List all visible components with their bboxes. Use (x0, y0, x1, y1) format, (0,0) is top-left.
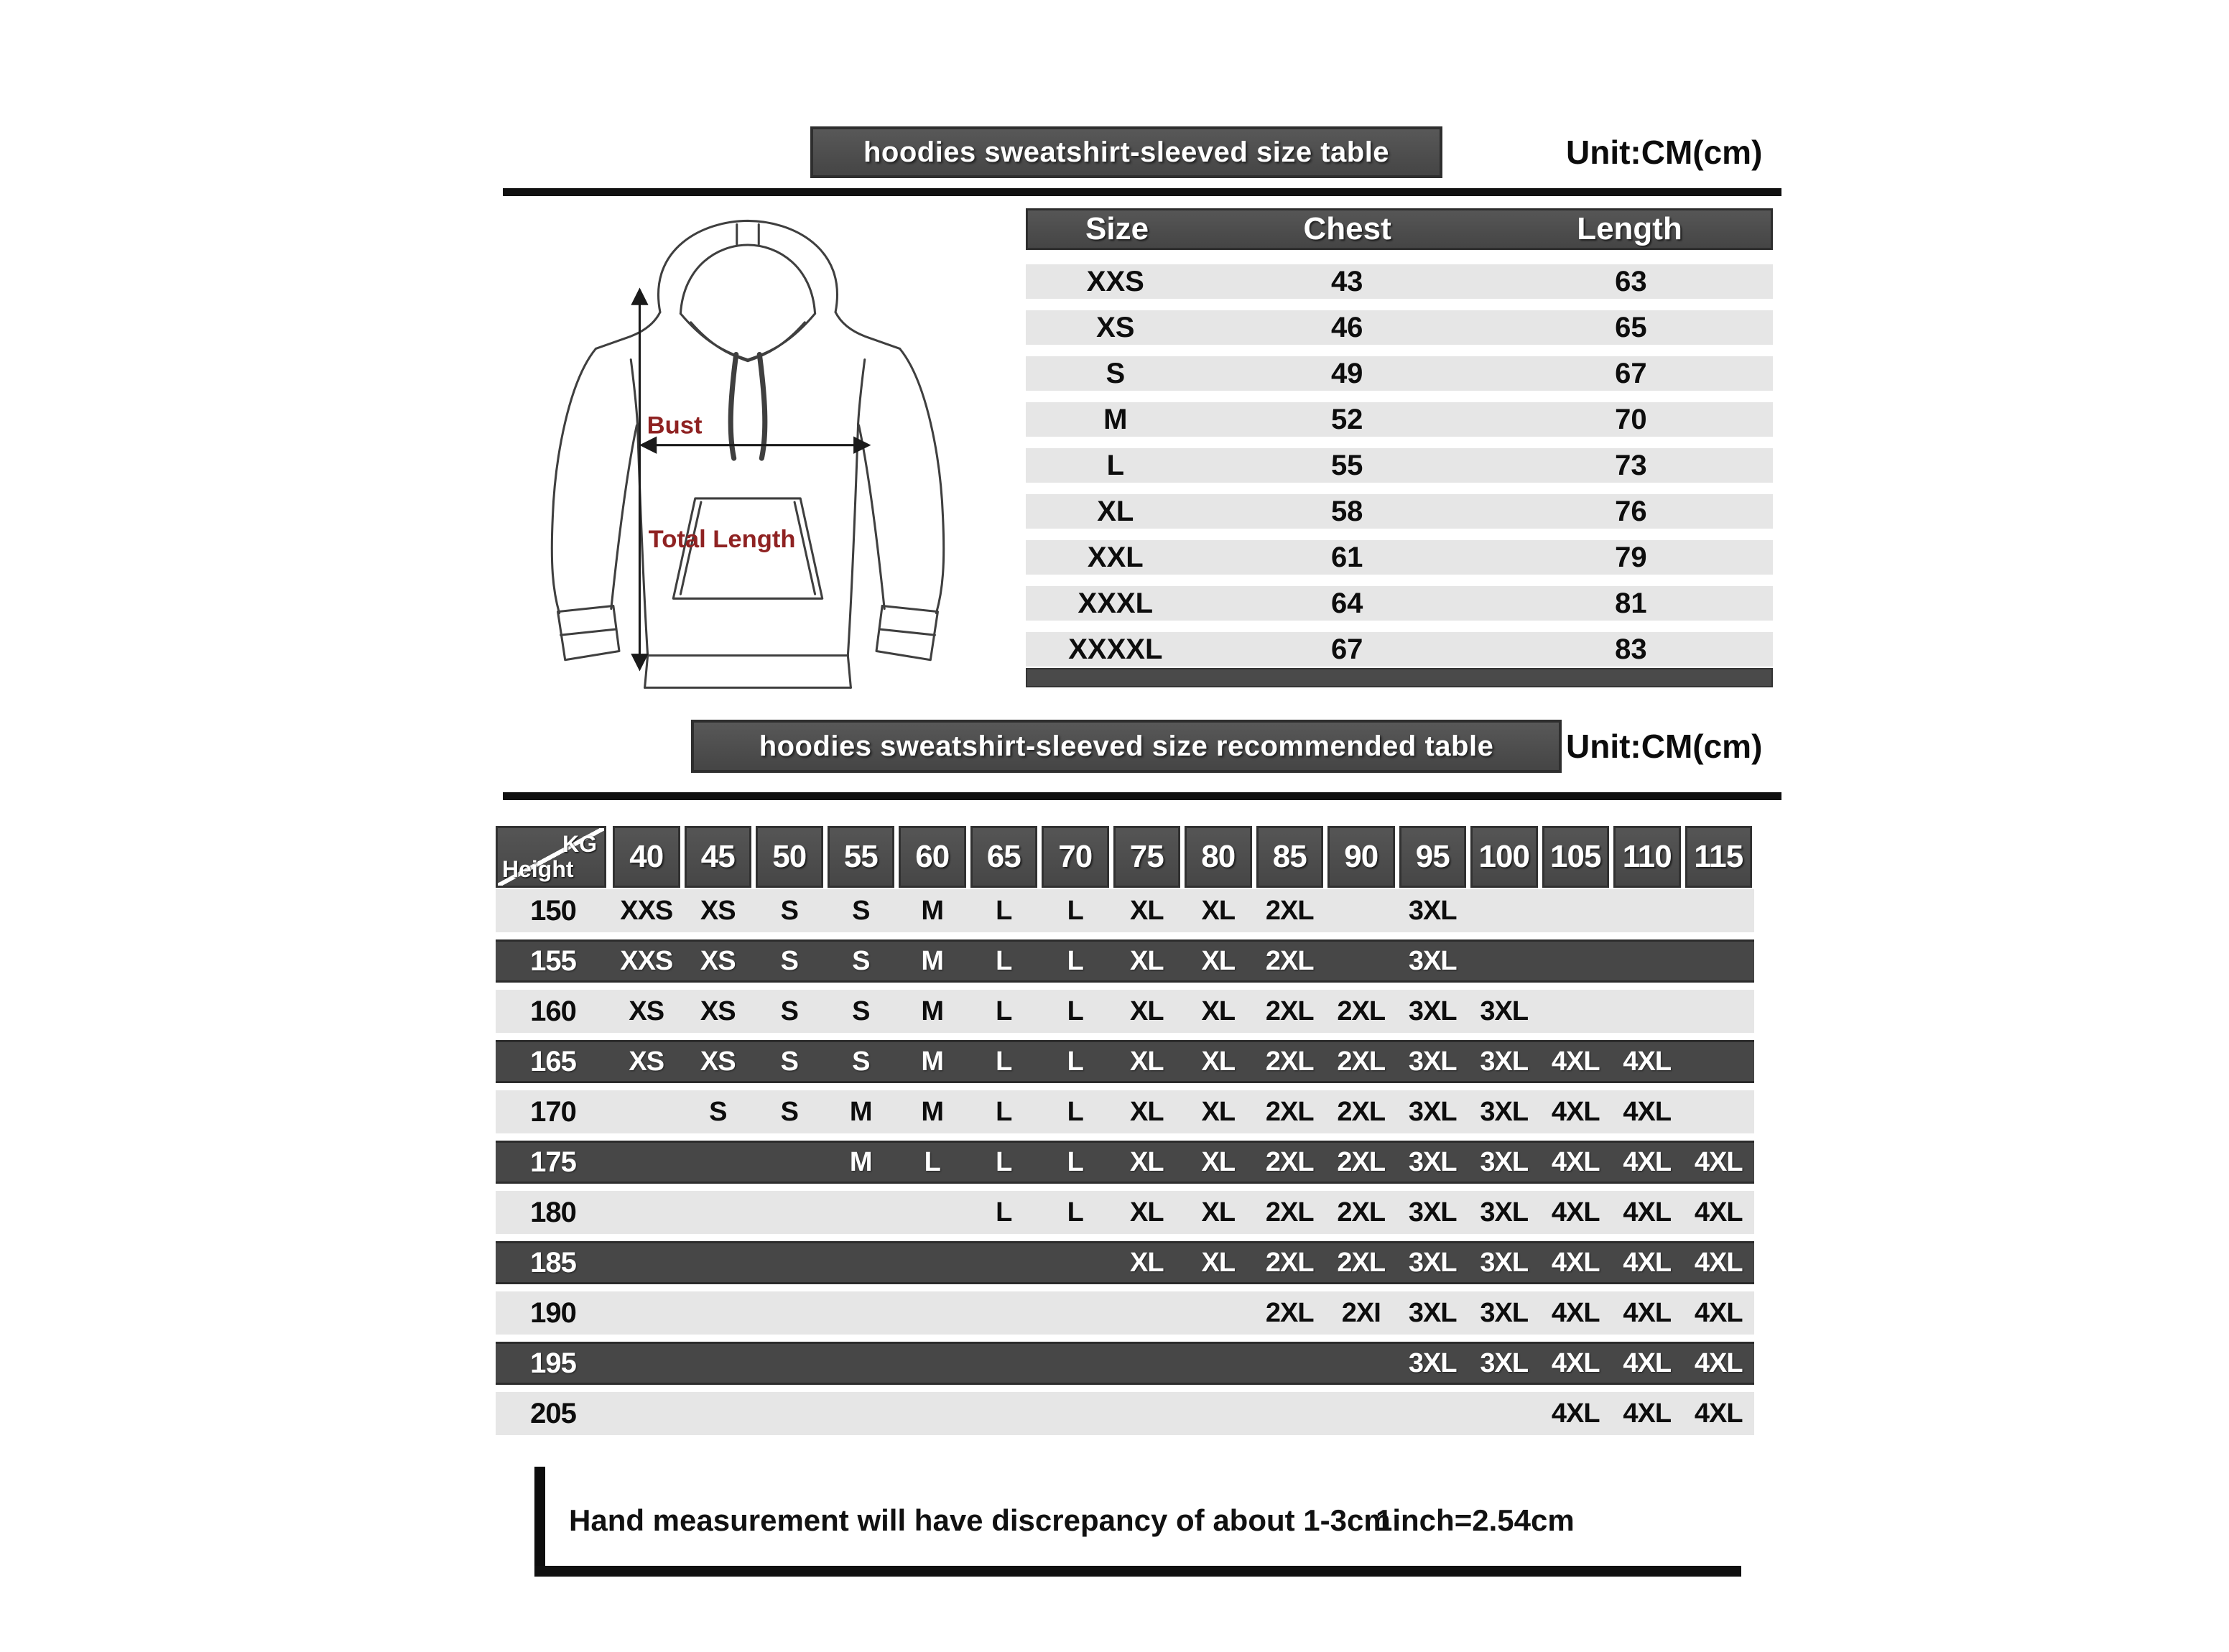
size-table-row (1026, 310, 1773, 345)
matrix-row-180 (496, 1191, 1754, 1234)
matrix-size-cell: 2XL (1265, 1247, 1314, 1278)
matrix-size-cell: 3XL (1480, 1197, 1529, 1228)
matrix-size-cell: 3XL (1408, 945, 1457, 976)
matrix-size-cell: M (849, 1096, 872, 1127)
matrix-size-cell: M (921, 895, 944, 926)
size-cell: XXS (1086, 265, 1144, 297)
weight-header-cell: 75 (1113, 826, 1181, 888)
section1-title: hoodies sweatshirt-sleeved size table (863, 136, 1390, 168)
weight-header-cell: 60 (899, 826, 966, 888)
length-cell: 76 (1615, 495, 1647, 527)
matrix-size-cell: XL (1129, 1096, 1164, 1127)
matrix-size-cell: 2XI (1341, 1297, 1381, 1328)
matrix-size-cell: 3XL (1408, 1096, 1457, 1127)
chest-cell: 67 (1330, 633, 1363, 665)
size-cell: XL (1097, 495, 1134, 527)
weight-header-cell: 110 (1613, 826, 1681, 888)
matrix-row-160 (496, 990, 1754, 1033)
matrix-row-175 (496, 1141, 1754, 1184)
matrix-size-cell: 3XL (1408, 895, 1457, 926)
matrix-size-cell: 2XL (1265, 1046, 1314, 1077)
matrix-size-cell: L (1067, 945, 1083, 976)
matrix-size-cell: XS (629, 1046, 664, 1077)
matrix-size-cell: S (852, 1046, 870, 1077)
weight-header-cell: 40 (613, 826, 680, 888)
matrix-row-170 (496, 1090, 1754, 1133)
matrix-size-cell: XL (1201, 1197, 1236, 1228)
weight-header-cell: 115 (1685, 826, 1753, 888)
bust-label: Bust (647, 412, 703, 440)
matrix-size-cell: M (921, 996, 944, 1026)
matrix-size-cell: 4XL (1694, 1197, 1743, 1228)
matrix-row-195 (496, 1342, 1754, 1385)
length-cell: 63 (1615, 265, 1647, 297)
matrix-size-cell: 4XL (1551, 1398, 1600, 1429)
matrix-size-cell: XL (1129, 1247, 1164, 1278)
matrix-size-cell: XL (1129, 1046, 1164, 1077)
matrix-size-cell: L (1067, 1146, 1083, 1177)
section2-title: hoodies sweatshirt-sleeved size recommended table (759, 730, 1494, 762)
matrix-size-cell: S (709, 1096, 727, 1127)
matrix-size-cell: 4XL (1694, 1146, 1743, 1177)
matrix-size-cell: XXS (620, 945, 673, 976)
matrix-size-cell: S (852, 945, 870, 976)
matrix-size-cell: 4XL (1623, 1197, 1672, 1228)
matrix-size-cell: 4XL (1551, 1347, 1600, 1378)
section1-unit-label: Unit:CM(cm) (1566, 134, 1763, 171)
matrix-size-cell: 3XL (1480, 1247, 1529, 1278)
matrix-size-cell: 4XL (1623, 1247, 1672, 1278)
height-label: 185 (530, 1246, 576, 1279)
matrix-size-cell: 4XL (1694, 1398, 1743, 1429)
matrix-size-cell: 2XL (1265, 1096, 1314, 1127)
matrix-size-cell: 4XL (1623, 1146, 1672, 1177)
matrix-size-cell: 3XL (1408, 1297, 1457, 1328)
matrix-size-cell: 4XL (1551, 1297, 1600, 1328)
section1-title-bar (810, 126, 1442, 178)
divider-line-top (503, 188, 1781, 196)
matrix-size-cell: 3XL (1480, 1096, 1529, 1127)
matrix-size-cell: L (924, 1146, 940, 1177)
matrix-size-cell: XL (1201, 1146, 1236, 1177)
matrix-header-row (496, 826, 1754, 888)
length-cell: 65 (1615, 311, 1647, 343)
length-cell: 81 (1615, 587, 1647, 619)
size-table-row (1026, 448, 1773, 483)
chest-cell: 61 (1330, 541, 1363, 573)
matrix-size-cell: L (1067, 1197, 1083, 1228)
size-cell: XXXL (1078, 587, 1154, 619)
inch-conversion-note: 1inch=2.54cm (1376, 1503, 1575, 1537)
size-table-row (1026, 540, 1773, 575)
chest-cell: 64 (1330, 587, 1363, 619)
size-table (1026, 208, 1773, 688)
matrix-size-cell: 2XL (1265, 895, 1314, 926)
height-label: 150 (530, 894, 576, 927)
matrix-size-cell: 4XL (1551, 1096, 1600, 1127)
matrix-size-cell: 4XL (1694, 1247, 1743, 1278)
matrix-size-cell: 3XL (1408, 996, 1457, 1026)
matrix-size-cell: M (921, 1096, 944, 1127)
matrix-size-cell: 4XL (1623, 1297, 1672, 1328)
height-label: 170 (530, 1095, 576, 1128)
length-cell: 70 (1615, 403, 1647, 435)
section2-unit-label: Unit:CM(cm) (1566, 728, 1763, 765)
matrix-size-cell: 2XL (1337, 1197, 1386, 1228)
size-table-footer-bar (1026, 668, 1773, 687)
matrix-size-cell: 4XL (1623, 1096, 1672, 1127)
weight-header-cell: 70 (1042, 826, 1109, 888)
height-label: 190 (530, 1296, 576, 1329)
size-table-row (1026, 264, 1773, 299)
matrix-size-cell: 2XL (1337, 1146, 1386, 1177)
size-table-header (1026, 208, 1773, 250)
weight-header-cell: 85 (1256, 826, 1324, 888)
recommended-size-matrix (496, 826, 1754, 1442)
hoodie-outline (552, 221, 943, 687)
chest-cell: 43 (1330, 265, 1363, 297)
matrix-size-cell: XL (1129, 1197, 1164, 1228)
size-table-header-chest: Chest (1303, 211, 1391, 246)
matrix-size-cell: S (852, 996, 870, 1026)
matrix-size-cell: XL (1129, 996, 1164, 1026)
matrix-size-cell: 2XL (1265, 1297, 1314, 1328)
weight-header-cell: 95 (1399, 826, 1467, 888)
length-cell: 79 (1615, 541, 1647, 573)
hoodie-measurement-diagram (528, 203, 968, 714)
matrix-size-cell: M (849, 1146, 872, 1177)
matrix-size-cell: XL (1129, 1146, 1164, 1177)
note-left-bar (534, 1467, 545, 1574)
section2-title-bar (691, 720, 1562, 773)
total-length-label: Total Length (648, 526, 796, 554)
size-cell: L (1106, 449, 1125, 481)
matrix-size-cell: 2XL (1265, 1197, 1314, 1228)
size-table-row (1026, 402, 1773, 437)
matrix-size-cell: L (996, 1146, 1012, 1177)
size-cell: S (1106, 357, 1126, 389)
measurement-note: Hand measurement will have discrepancy of about 1-3cm (569, 1503, 1391, 1537)
corner-kg-label: KG (562, 831, 597, 857)
matrix-size-cell: 4XL (1694, 1297, 1743, 1328)
matrix-size-cell: L (996, 1096, 1012, 1127)
matrix-row-165 (496, 1040, 1754, 1083)
weight-header-cell: 100 (1470, 826, 1538, 888)
matrix-size-cell: L (996, 996, 1012, 1026)
matrix-size-cell: S (852, 895, 870, 926)
matrix-size-cell: XXS (620, 895, 673, 926)
matrix-size-cell: M (921, 1046, 944, 1077)
chest-cell: 55 (1330, 449, 1363, 481)
size-cell: XXL (1087, 541, 1144, 573)
height-label: 160 (530, 995, 576, 1027)
matrix-size-cell: 4XL (1623, 1398, 1672, 1429)
size-table-row (1026, 494, 1773, 529)
matrix-row-185 (496, 1241, 1754, 1284)
height-label: 180 (530, 1196, 576, 1228)
matrix-size-cell: S (780, 1096, 798, 1127)
matrix-size-cell: S (780, 895, 798, 926)
height-label: 155 (530, 945, 576, 977)
weight-header-cell: 65 (970, 826, 1038, 888)
weight-header-cell: 55 (828, 826, 895, 888)
length-cell: 67 (1615, 357, 1647, 389)
matrix-size-cell: L (996, 1046, 1012, 1077)
matrix-rows (496, 889, 1754, 1435)
height-label: 165 (530, 1045, 576, 1077)
matrix-size-cell: L (1067, 1046, 1083, 1077)
height-label: 205 (530, 1397, 576, 1429)
matrix-size-cell: 4XL (1551, 1146, 1600, 1177)
matrix-size-cell: XL (1201, 1046, 1236, 1077)
height-label: 195 (530, 1347, 576, 1379)
matrix-size-cell: 2XL (1337, 1247, 1386, 1278)
matrix-size-cell: L (1067, 996, 1083, 1026)
matrix-size-cell: 4XL (1694, 1347, 1743, 1378)
chest-cell: 58 (1330, 495, 1363, 527)
weight-header-cell: 80 (1185, 826, 1252, 888)
matrix-size-cell: L (996, 1197, 1012, 1228)
matrix-row-155 (496, 939, 1754, 983)
length-cell: 83 (1615, 633, 1647, 665)
corner-height-label: Height (502, 856, 574, 882)
size-table-row (1026, 356, 1773, 391)
matrix-size-cell: 3XL (1408, 1197, 1457, 1228)
matrix-size-cell: 3XL (1408, 1046, 1457, 1077)
matrix-size-cell: 2XL (1337, 996, 1386, 1026)
size-table-rows (1026, 264, 1773, 678)
matrix-size-cell: XS (700, 996, 736, 1026)
matrix-size-cell: XL (1201, 1096, 1236, 1127)
matrix-size-cell: 4XL (1623, 1046, 1672, 1077)
matrix-size-cell: L (1067, 895, 1083, 926)
matrix-size-cell: XL (1201, 996, 1236, 1026)
matrix-row-190 (496, 1291, 1754, 1335)
matrix-size-cell: M (921, 945, 944, 976)
matrix-size-cell: 2XL (1265, 996, 1314, 1026)
matrix-size-cell: XS (700, 895, 736, 926)
matrix-size-cell: 3XL (1408, 1146, 1457, 1177)
measurement-arrows (639, 290, 868, 669)
size-cell: M (1103, 403, 1128, 435)
size-table-row (1026, 586, 1773, 621)
matrix-size-cell: S (780, 945, 798, 976)
matrix-row-150 (496, 889, 1754, 932)
chest-cell: 49 (1330, 357, 1363, 389)
matrix-size-cell: 3XL (1480, 1347, 1529, 1378)
matrix-size-cell: XS (700, 945, 736, 976)
divider-line-bottom (534, 1566, 1741, 1577)
size-table-header-size: Size (1085, 211, 1149, 246)
matrix-size-cell: 2XL (1337, 1096, 1386, 1127)
matrix-size-cell: XS (629, 996, 664, 1026)
size-cell: XS (1096, 311, 1135, 343)
matrix-size-cell: XL (1201, 895, 1236, 926)
matrix-size-cell: 4XL (1551, 1247, 1600, 1278)
matrix-size-cell: 3XL (1408, 1247, 1457, 1278)
matrix-row-205 (496, 1392, 1754, 1435)
matrix-size-cell: 3XL (1408, 1347, 1457, 1378)
height-label: 175 (530, 1146, 576, 1178)
chest-cell: 46 (1330, 311, 1363, 343)
matrix-size-cell: 3XL (1480, 1146, 1529, 1177)
matrix-size-cell: 2XL (1265, 1146, 1314, 1177)
size-table-header-length: Length (1577, 211, 1682, 246)
matrix-size-cell: XL (1201, 945, 1236, 976)
matrix-size-cell: L (1067, 1096, 1083, 1127)
weight-header-cell: 90 (1327, 826, 1395, 888)
matrix-size-cell: 2XL (1265, 945, 1314, 976)
size-cell: XXXXL (1068, 633, 1163, 665)
length-cell: 73 (1615, 449, 1647, 481)
matrix-size-cell: 4XL (1623, 1347, 1672, 1378)
matrix-size-cell: 2XL (1337, 1046, 1386, 1077)
matrix-size-cell: S (780, 1046, 798, 1077)
matrix-size-cell: 4XL (1551, 1197, 1600, 1228)
weight-header-cell: 105 (1542, 826, 1610, 888)
size-table-row (1026, 632, 1773, 667)
matrix-size-cell: 3XL (1480, 1297, 1529, 1328)
matrix-corner-cell (496, 826, 606, 888)
chest-cell: 52 (1330, 403, 1363, 435)
matrix-size-cell: 3XL (1480, 1046, 1529, 1077)
matrix-size-cell: 4XL (1551, 1046, 1600, 1077)
matrix-size-cell: XL (1129, 945, 1164, 976)
matrix-size-cell: S (780, 996, 798, 1026)
matrix-size-cell: L (996, 895, 1012, 926)
matrix-size-cell: XS (700, 1046, 736, 1077)
matrix-size-cell: 3XL (1480, 996, 1529, 1026)
weight-header-cell: 45 (685, 826, 752, 888)
matrix-size-cell: XL (1201, 1247, 1236, 1278)
matrix-size-cell: XL (1129, 895, 1164, 926)
weight-header-cell: 50 (756, 826, 823, 888)
divider-line-middle (503, 792, 1781, 800)
matrix-size-cell: L (996, 945, 1012, 976)
